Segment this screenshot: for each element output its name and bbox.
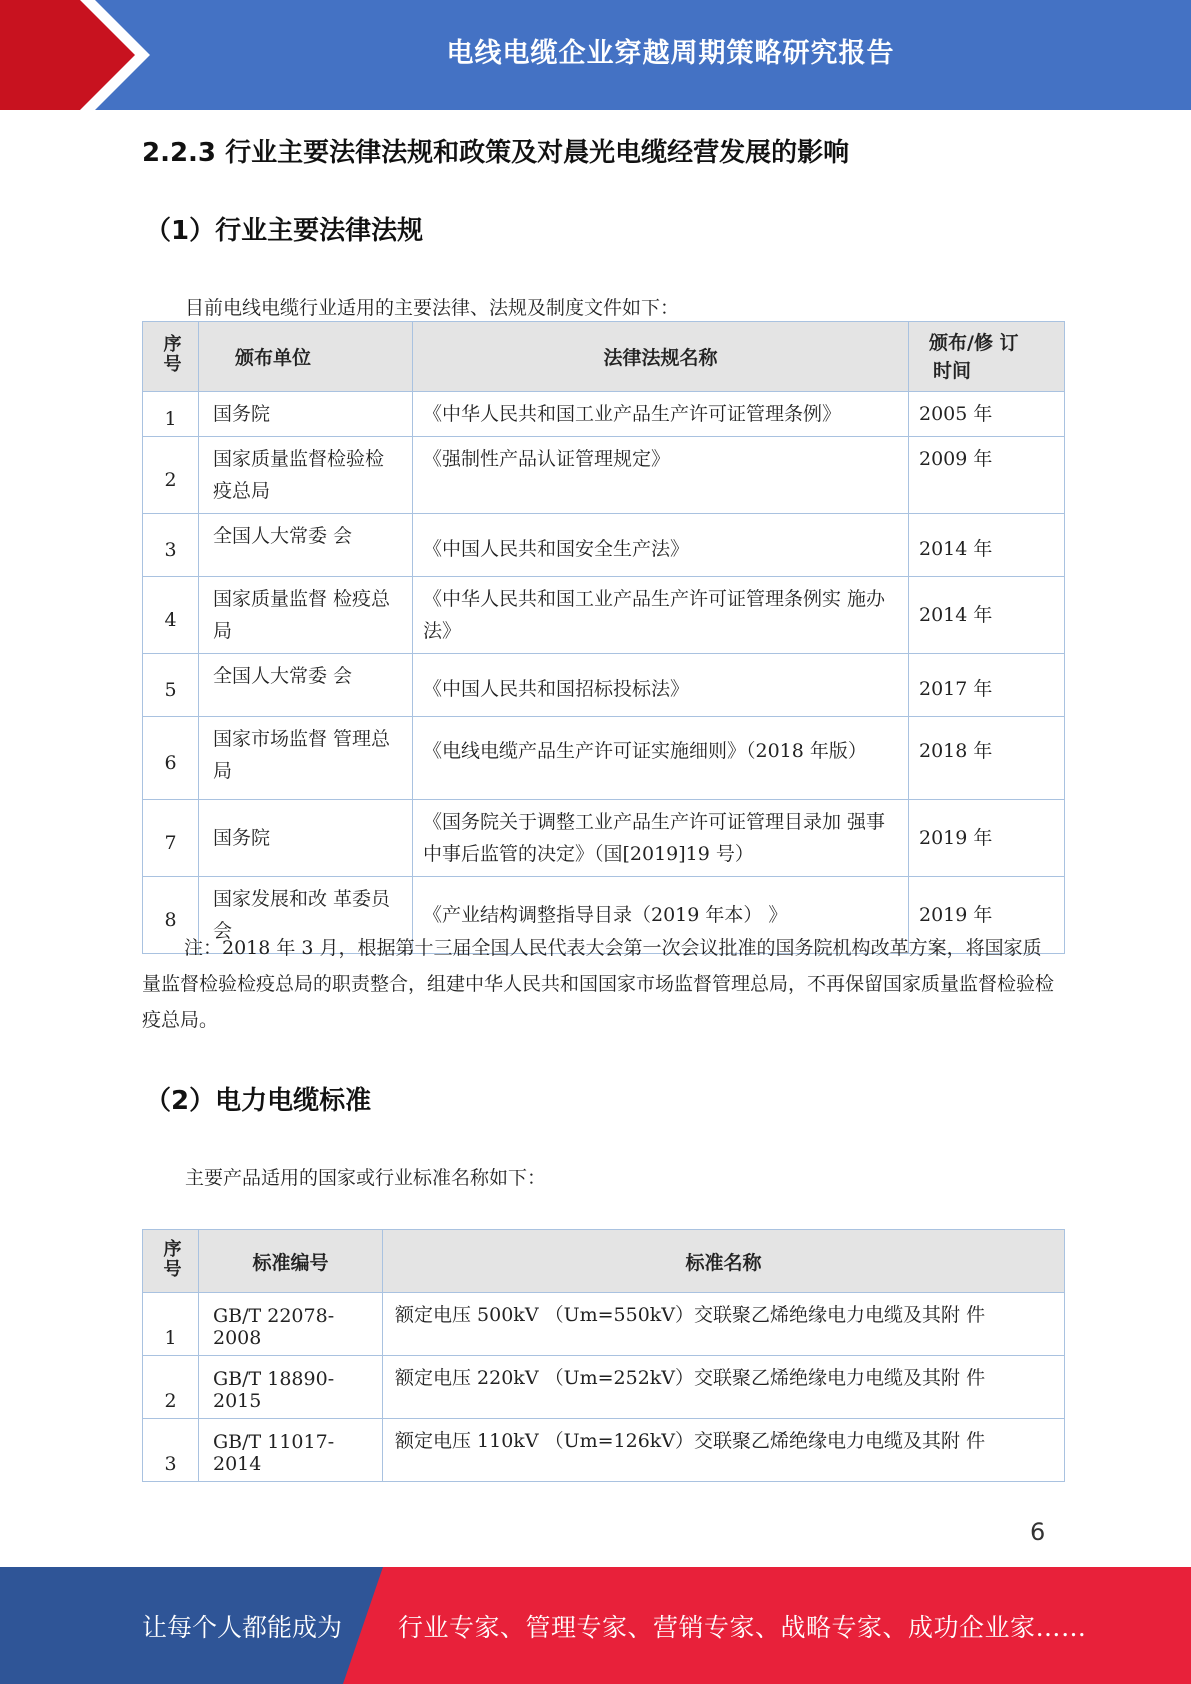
report-title: 电线电缆企业穿越周期策略研究报告 (446, 37, 895, 69)
part1-intro: 目前电线电缆行业适用的主要法律、法规及制度文件如下： (185, 297, 680, 319)
header-standard-name: 标准名称 (383, 1230, 1065, 1293)
footer-slogan-left: 让每个人都能成为 (142, 1612, 343, 1642)
laws-table-header (143, 322, 1065, 392)
standards-table (142, 1229, 1065, 1482)
part1-note: 注：2018 年 3 月，根据第十三届全国人民代表大会第一次会议批准的国务院机构改革方案，将国家质量监督检验检疫总局的职责整合，组建中华人民共和国国家市场监督管理总局，不再保留国家质量监督检验检疫总局。 (142, 937, 1055, 1031)
table-row: 2 GB/T 18890-2015 额定电压 220kV （Um=252kV）交联聚乙烯绝缘电力电缆及其附 件 (143, 1356, 1065, 1419)
table-row: 5 全国人大常委 会 《中国人民共和国招标投标法》 2017 年 (143, 654, 1065, 717)
part2-intro: 主要产品适用的国家或行业标准名称如下： (185, 1167, 547, 1189)
table-row: 3 GB/T 11017-2014 额定电压 110kV （Um=126kV）交联聚乙烯绝缘电力电缆及其附 件 (143, 1419, 1065, 1482)
footer-slogan-right: 行业专家、管理专家、营销专家、战略专家、成功企业家…… (398, 1612, 1087, 1642)
header-no: 序号 (143, 1230, 199, 1293)
table-row: 8 国家发展和改 革委员会 《产业结构调整指导目录（2019 年本） 》 2019 年 (143, 877, 1065, 954)
table-row: 2 国家质量监督检验检疫总局 《强制性产品认证管理规定》 2009 年 (143, 437, 1065, 514)
report-header (0, 0, 1191, 110)
header-no: 序号 (143, 322, 199, 392)
header-issuer: 颁布单位 (199, 322, 413, 392)
table-row: 1 GB/T 22078-2008 额定电压 500kV （Um=550kV）交联聚乙烯绝缘电力电缆及其附 件 (143, 1293, 1065, 1356)
table-row: 4 国家质量监督 检疫总局 《中华人民共和国工业产品生产许可证管理条例实 施办法》 2014 年 (143, 577, 1065, 654)
page-number: 6 (1030, 1518, 1046, 1546)
part1-heading: （1）行业主要法律法规 (145, 216, 424, 246)
header-law-name: 法律法规名称 (413, 322, 909, 392)
header-standard-code: 标准编号 (199, 1230, 383, 1293)
standards-table-header (143, 1230, 1065, 1293)
table-row: 6 国家市场监督 管理总局 《电线电缆产品生产许可证实施细则》（2018 年版） 2018 年 (143, 717, 1065, 800)
part2-heading: （2）电力电缆标准 (145, 1086, 372, 1116)
laws-table (142, 321, 1065, 954)
table-row: 3 全国人大常委 会 《中国人民共和国安全生产法》 2014 年 (143, 514, 1065, 577)
table-row: 1 国务院 《中华人民共和国工业产品生产许可证管理条例》 2005 年 (143, 392, 1065, 437)
header-date: 颁布/修 订 时间 (909, 322, 1065, 392)
table-row: 7 国务院 《国务院关于调整工业产品生产许可证管理目录加 强事中事后监管的决定》（国[2019]19 号） 2019 年 (143, 800, 1065, 877)
report-footer (0, 1567, 1191, 1684)
section-heading: 2.2.3 行业主要法律法规和政策及对晨光电缆经营发展的影响 (142, 138, 850, 168)
